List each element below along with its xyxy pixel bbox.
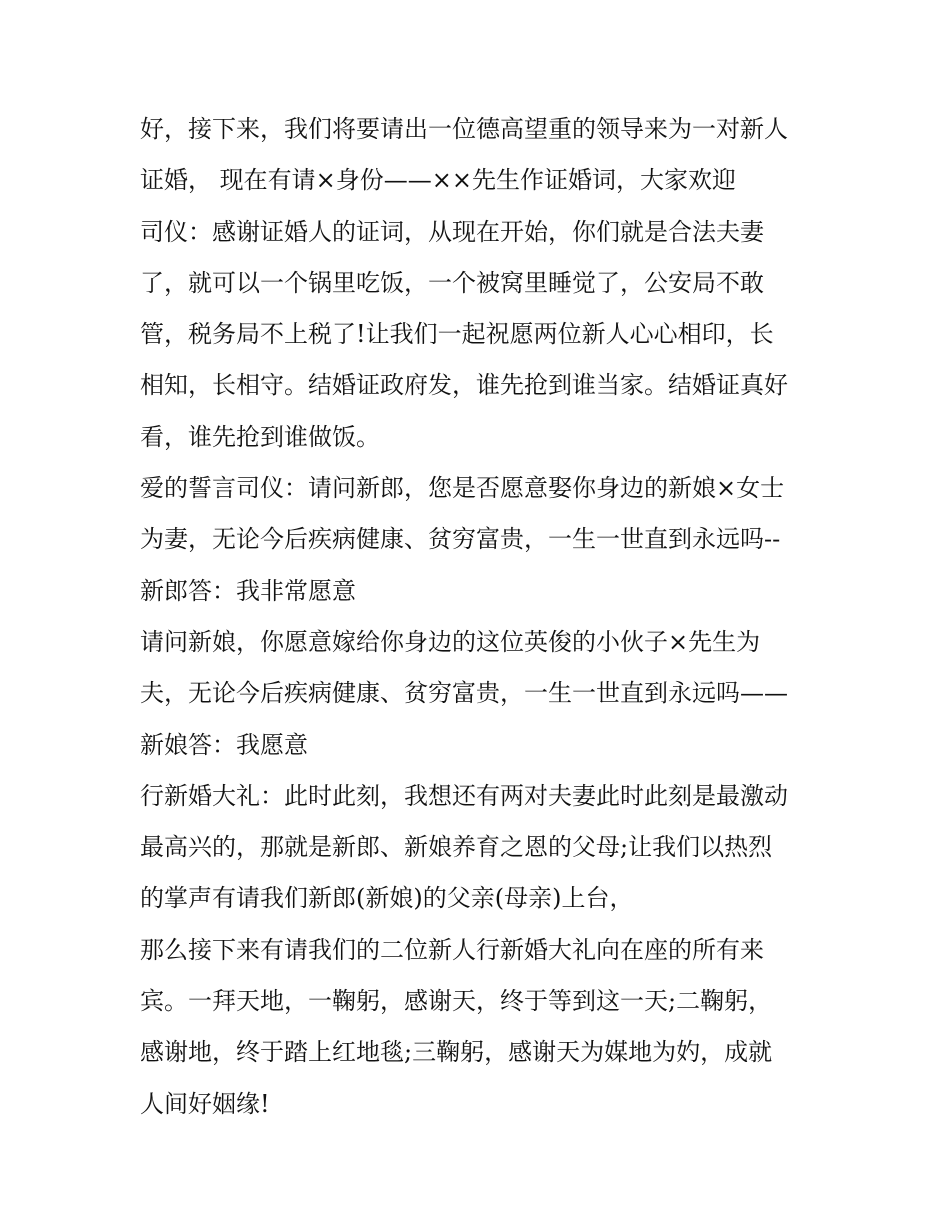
text-line-15: 最高兴的，那就是新郎、新娘养育之恩的父母;让我们以热烈	[140, 833, 773, 862]
text-line-10: 新郎答：我非常愿意	[140, 576, 356, 605]
text-line-4: 了，就可以一个锅里吃饭，一个被窝里睡觉了，公安局不敢	[140, 268, 764, 297]
text-line-16: 的掌声有请我们新郎(新娘)的父亲(母亲)上台，	[140, 884, 634, 913]
text-line-9: 为妻，无论今后疾病健康、贫穷富贵，一生一世直到永远吗--	[140, 525, 781, 554]
text-line-11: 请问新娘，你愿意嫁给你身边的这位英俊的小伙子×先生为	[140, 627, 761, 656]
text-line-1: 好，接下来，我们将要请出一位德高望重的领导来为一对新人	[140, 115, 788, 143]
text-line-8: 爱的誓言司仪：请问新郎，您是否愿意娶你身边的新娘×女士	[140, 474, 785, 503]
text-line-2: 证婚， 现在有请×身份——××先生作证婚词，大家欢迎	[140, 166, 736, 195]
text-line-14: 行新婚大礼：此时此刻，我想还有两对夫妻此时此刻是最激动	[140, 781, 788, 810]
text-line-3: 司仪：感谢证婚人的证词，从现在开始，你们就是合法夫妻	[140, 217, 764, 246]
text-line-7: 看，谁先抢到谁做饭。	[140, 422, 380, 451]
text-line-18: 宾。一拜天地，一鞠躬，感谢天，终于等到这一天;二鞠躬，	[140, 987, 773, 1016]
text-line-19: 感谢地，终于踏上红地毯;三鞠躬，感谢天为媒地为妁，成就	[140, 1038, 773, 1067]
text-line-20: 人间好姻缘!	[140, 1089, 270, 1118]
document-body	[140, 104, 830, 1130]
text-line-5: 管，税务局不上税了!让我们一起祝愿两位新人心心相印，长	[140, 320, 774, 349]
text-line-17: 那么接下来有请我们的二位新人行新婚大礼向在座的所有来	[140, 935, 764, 964]
text-line-6: 相知，长相守。结婚证政府发，谁先抢到谁当家。结婚证真好	[140, 371, 788, 400]
text-line-13: 新娘答：我愿意	[140, 730, 308, 759]
text-line-12: 夫，无论今后疾病健康、贫穷富贵，一生一世直到永远吗——	[140, 679, 788, 708]
